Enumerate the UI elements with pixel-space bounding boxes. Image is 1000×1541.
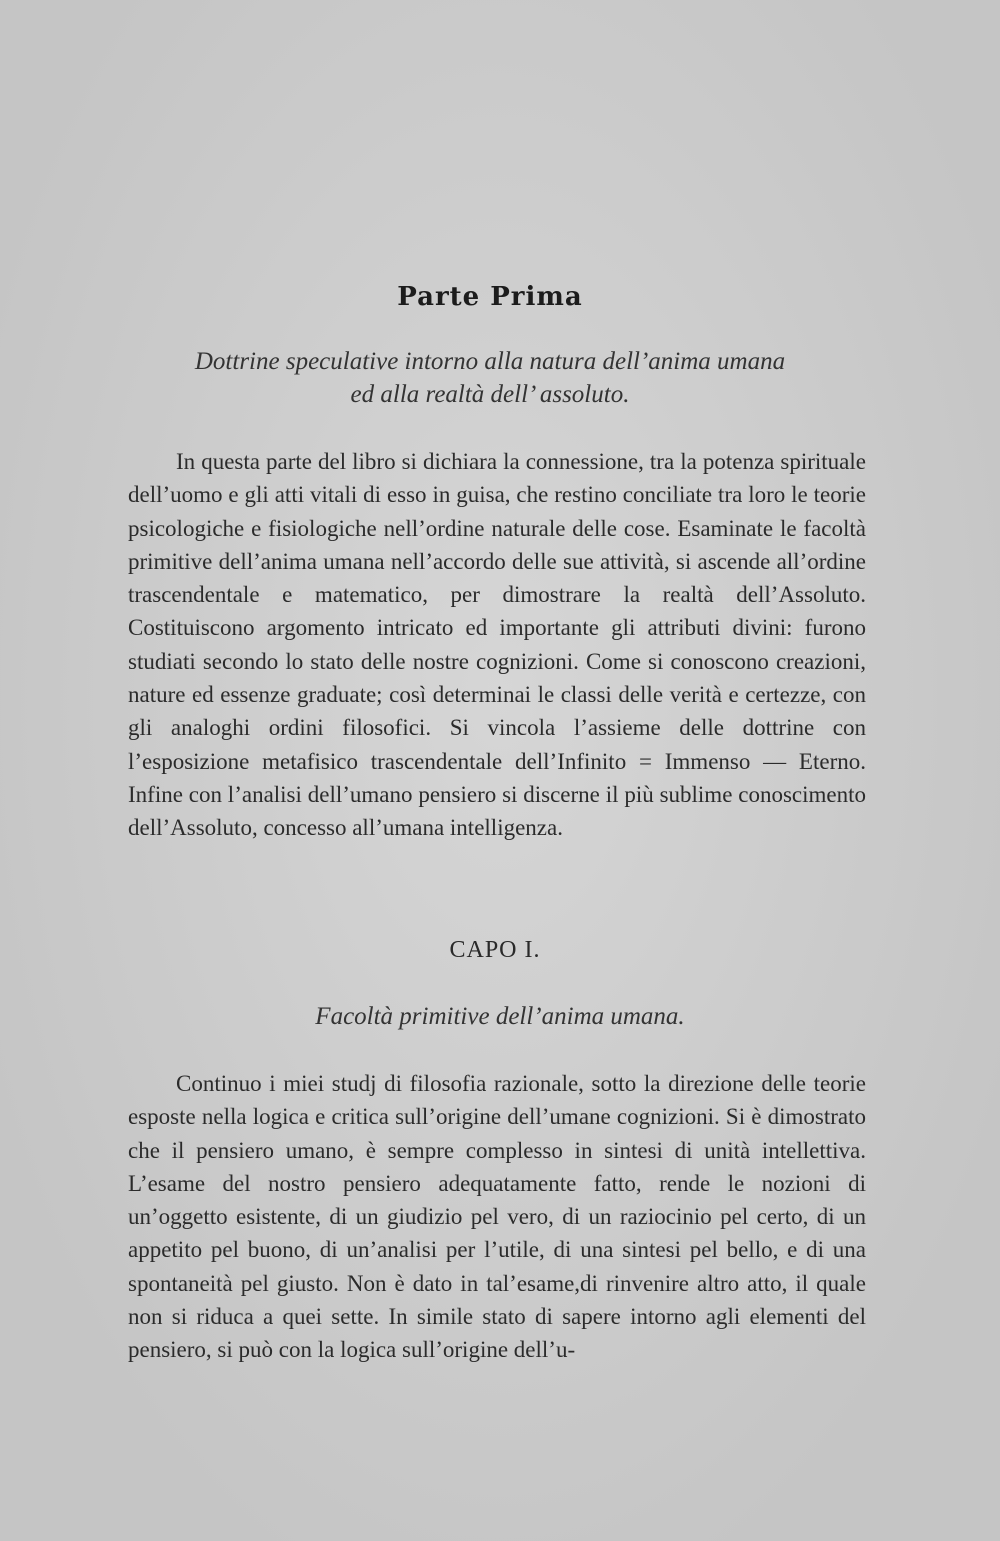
chapter-section	[128, 1067, 866, 1367]
chapter-paragraph: Continuo i miei studj di filosofia razionale, sotto la direzione delle teorie esposte nella logica e critica sull’origine dell’umane cognizioni. Si è dimostrato che il pensiero umano, è sempre complesso in sintesi di unità intellettiva. L’esame del nostro pensiero adequatamente fatto, rende le nozioni di un’oggetto esistente, di un giudizio pel vero, di un raziocinio pel certo, di un appetito pel buono, di un’analisi per l’utile, di una sintesi pel bello, e di una spontaneità pel giusto. Non è dato in tal’esame,di rinvenire altro atto, il quale non si riduca a quei sette. In simile stato di sapere intorno agli elementi del pensiero, si può con la logica sull’origine dell’u-	[128, 1071, 866, 1363]
intro-paragraph: In questa parte del libro si dichiara la connessione, tra la potenza spirituale dell’uomo e gli atti vitali di esso in guisa, che restino conciliate tra loro le teorie psicologiche e fisiologiche nell’ordine naturale delle cose. Esaminate le facoltà primitive dell’anima umana nell’accordo delle sue attività, si ascende all’ordine trascendentale e matematico, per dimostrare la realtà dell’Assoluto. Costituiscono argomento intricato ed importante gli attributi divini: furono studiati secondo lo stato delle nostre cognizioni. Come si conoscono creazioni, nature ed essenze graduate; così determinai le classi delle verità e certezze, con gli analoghi ordini filosofici. Si vincola l’assieme delle dottrine con l’esposizione metafisico trascendentale dell’Infinito = Immenso — Eterno. Infine con l’analisi dell’umano pensiero si discerne il più sublime conoscimento dell’Assoluto, concesso all’umana intelligenza.	[128, 449, 866, 841]
part-subtitle-line-1: Dottrine speculative intorno alla natura dell’anima umana	[194, 348, 786, 375]
chapter-subtitle: Facoltà primitive dell’anima umana.	[315, 1003, 685, 1030]
intro-section	[128, 445, 866, 845]
chapter-heading: CAPO I.	[449, 937, 541, 963]
part-subtitle	[150, 345, 830, 411]
part-subtitle-line-2: ed alla realtà dell’ assoluto.	[350, 381, 630, 408]
part-title: Parte Prima	[397, 282, 583, 312]
